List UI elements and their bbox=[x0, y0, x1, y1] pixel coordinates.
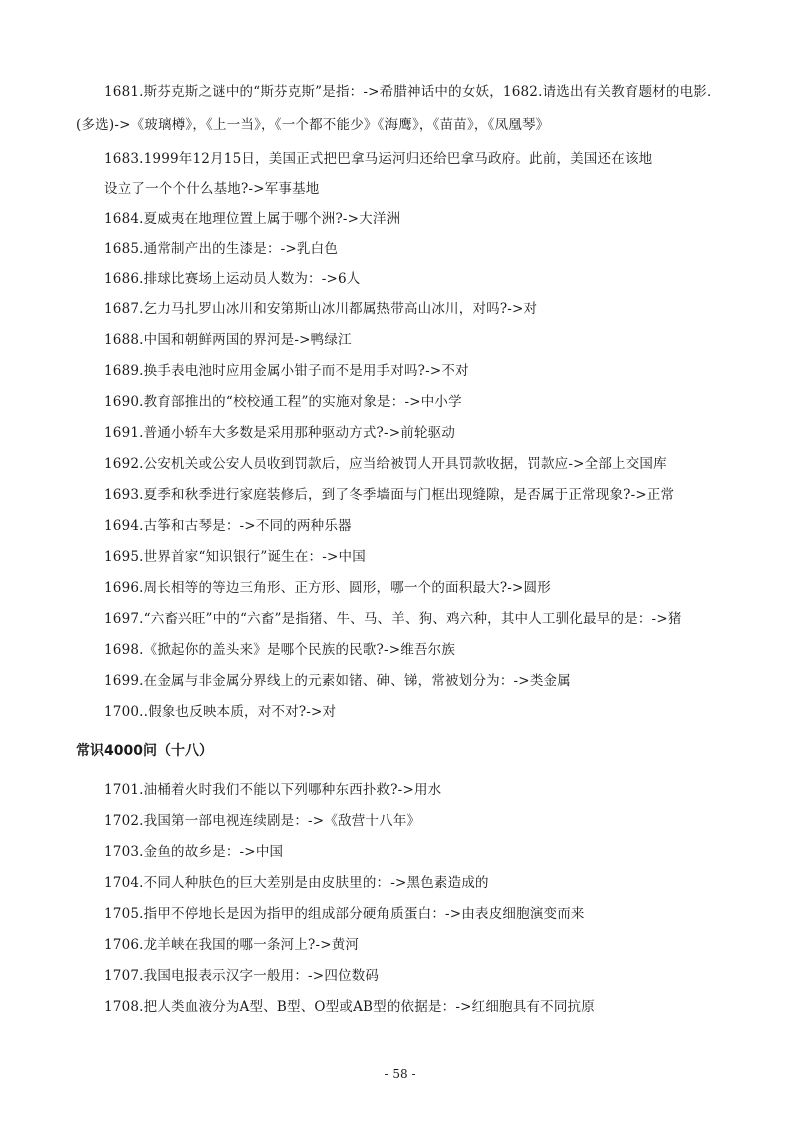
list-item: 1684.夏威夷在地理位置上属于哪个洲?->大洋洲 bbox=[104, 211, 401, 227]
list-item: 1686.排球比赛场上运动员人数为：->6人 bbox=[104, 271, 361, 287]
list-item: 1696.周长相等的等边三角形、正方形、圆形，哪一个的面积最大?->圆形 bbox=[104, 580, 551, 596]
page-number: - 58 - bbox=[384, 1067, 416, 1081]
list-item: 1705.指甲不停地长是因为指甲的组成部分硬角质蛋白：->由表皮细胞演变而来 bbox=[104, 906, 585, 922]
list-item: 1685.通常制产出的生漆是：->乳白色 bbox=[104, 241, 339, 257]
list-item: 1706.龙羊峡在我国的哪一条河上?->黄河 bbox=[104, 937, 360, 953]
list-item: 1703.金鱼的故乡是：->中国 bbox=[104, 844, 284, 860]
list-item: 1694.古筝和古琴是：->不同的两种乐器 bbox=[104, 518, 352, 534]
list-item: 1687.乞力马扎罗山冰川和安第斯山冰川都属热带高山冰川，对吗?->对 bbox=[104, 301, 538, 317]
list-item: 1693.夏季和秋季进行家庭装修后，到了冬季墙面与门框出现缝隙，是否属于正常现象?->正常 bbox=[104, 487, 675, 503]
list-item: 1708.把人类血液分为A型、B型、O型或AB型的依据是：->红细胞具有不同抗原 bbox=[104, 999, 595, 1015]
list-item: 1698.《掀起你的盖头来》是哪个民族的民歌?->维吾尔族 bbox=[104, 642, 456, 658]
list-item: 1699.在金属与非金属分界线上的元素如锗、砷、锑，常被划分为：->类金属 bbox=[104, 673, 571, 689]
list-item: 1704.不同人种肤色的巨大差别是由皮肤里的：->黑色素造成的 bbox=[104, 875, 489, 891]
list-item: 1683.1999年12月15日，美国正式把巴拿马运河归还给巴拿马政府。此前，美国还在该地 bbox=[104, 151, 653, 167]
list-item: 1691.普通小轿车大多数是采用那种驱动方式?->前轮驱动 bbox=[104, 425, 456, 441]
list-item: 1688.中国和朝鲜两国的界河是->鸭绿江 bbox=[104, 332, 352, 348]
list-item: 1700..假象也反映本质，对不对?->对 bbox=[104, 704, 337, 720]
list-item: 1707.我国电报表示汉字一般用：->四位数码 bbox=[104, 968, 380, 984]
paragraph-1681-1682: 1681.斯芬克斯之谜中的“斯芬克斯”是指：->希腊神话中的女妖，1682.请选出有关教育题材的电影．(多选)->《玻璃樽》，《上一当》，《一个都不能少》《海鹰》，《苗苗》，《凤凰琴》 bbox=[76, 84, 721, 133]
list-item: 1701.油桶着火时我们不能以下列哪种东西扑救?->用水 bbox=[104, 782, 442, 798]
section-heading: 常识4000问（十八） bbox=[76, 743, 213, 759]
list-item: 设立了一个个什么基地?->军事基地 bbox=[104, 181, 320, 197]
list-item: 1695.世界首家“知识银行”诞生在：->中国 bbox=[104, 549, 366, 565]
list-item: 1689.换手表电池时应用金属小钳子而不是用手对吗?->不对 bbox=[104, 363, 469, 379]
list-item: 1697.“六畜兴旺”中的“六畜”是指猪、牛、马、羊、狗、鸡六种，其中人工驯化最早的是：->猪 bbox=[104, 611, 682, 627]
list-item: 1702.我国第一部电视连续剧是：->《敌营十八年》 bbox=[104, 813, 421, 829]
list-item: 1692.公安机关或公安人员收到罚款后，应当给被罚人开具罚款收据，罚款应->全部上交国库 bbox=[104, 456, 667, 472]
list-item: 1690.教育部推出的“校校通工程”的实施对象是：->中小学 bbox=[104, 394, 462, 410]
